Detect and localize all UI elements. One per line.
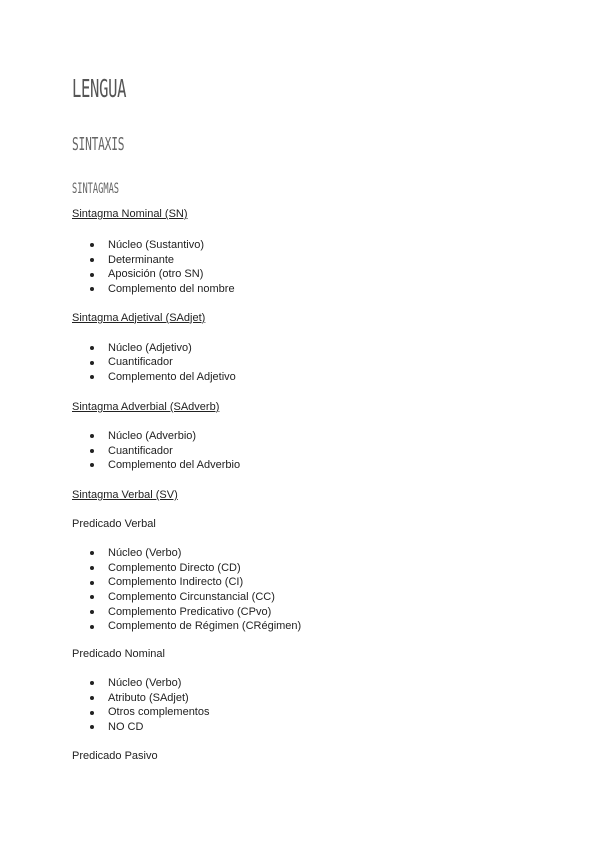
bullet-icon [90,434,94,438]
bullet-icon [90,361,94,365]
page-title: LENGUA [72,74,127,103]
section-heading-sintaxis: SINTAXIS [72,134,125,155]
bullet-icon [90,551,94,555]
list-item: Cuantificador [72,444,542,459]
sadv-list [72,429,542,473]
predicado-nominal-list [72,676,542,735]
list-item: Aposición (otro SN) [72,267,542,282]
bullet-icon [90,581,94,585]
list-item: Complemento del Adverbio [72,458,542,473]
list-item: Núcleo (Verbo) [72,546,542,561]
bullet-icon [90,463,94,467]
bullet-icon [90,273,94,277]
list-item: Complemento Indirecto (CI) [72,575,542,590]
bullet-icon [90,610,94,614]
list-item: Complemento Circunstancial (CC) [72,590,542,605]
sadv-heading: Sintagma Adverbial (SAdverb) [72,400,220,413]
bullet-icon [90,258,94,262]
bullet-icon [90,595,94,599]
list-item: Complemento del Adjetivo [72,370,542,385]
sadj-list [72,341,542,385]
bullet-icon [90,449,94,453]
bullet-icon [90,566,94,570]
bullet-icon [90,375,94,379]
sv-heading: Sintagma Verbal (SV) [72,488,178,501]
list-item: NO CD [72,720,542,735]
predicado-pasivo-label: Predicado Pasivo [72,749,158,762]
document-body [72,206,542,764]
list-item: Núcleo (Adverbio) [72,429,542,444]
bullet-icon [90,696,94,700]
list-item: Núcleo (Adjetivo) [72,341,542,356]
list-item: Complemento del nombre [72,282,542,297]
list-item: Núcleo (Verbo) [72,676,542,691]
predicado-verbal-label: Predicado Verbal [72,517,156,530]
predicado-nominal-label: Predicado Nominal [72,648,165,660]
bullet-icon [90,711,94,715]
sadj-heading: Sintagma Adjetival (SAdjet) [72,311,206,324]
bullet-icon [90,287,94,291]
list-item: Determinante [72,253,542,268]
list-item: Atributo (SAdjet) [72,691,542,706]
predicado-verbal-list [72,546,542,634]
sn-heading: Sintagma Nominal (SN) [72,208,188,220]
list-item: Cuantificador [72,355,542,370]
bullet-icon [90,346,94,350]
list-item: Complemento Predicativo (CPvo) [72,605,542,620]
subsection-heading-sintagmas: SINTAGMAS [72,181,120,197]
list-item: Complemento Directo (CD) [72,561,542,576]
list-item: Núcleo (Sustantivo) [72,238,542,253]
list-item: Otros complementos [72,705,542,720]
bullet-icon [90,243,94,247]
bullet-icon [90,681,94,685]
bullet-icon [90,625,94,629]
list-item: Complemento de Régimen (CRégimen) [72,619,542,634]
sn-list [72,238,542,297]
bullet-icon [90,725,94,729]
